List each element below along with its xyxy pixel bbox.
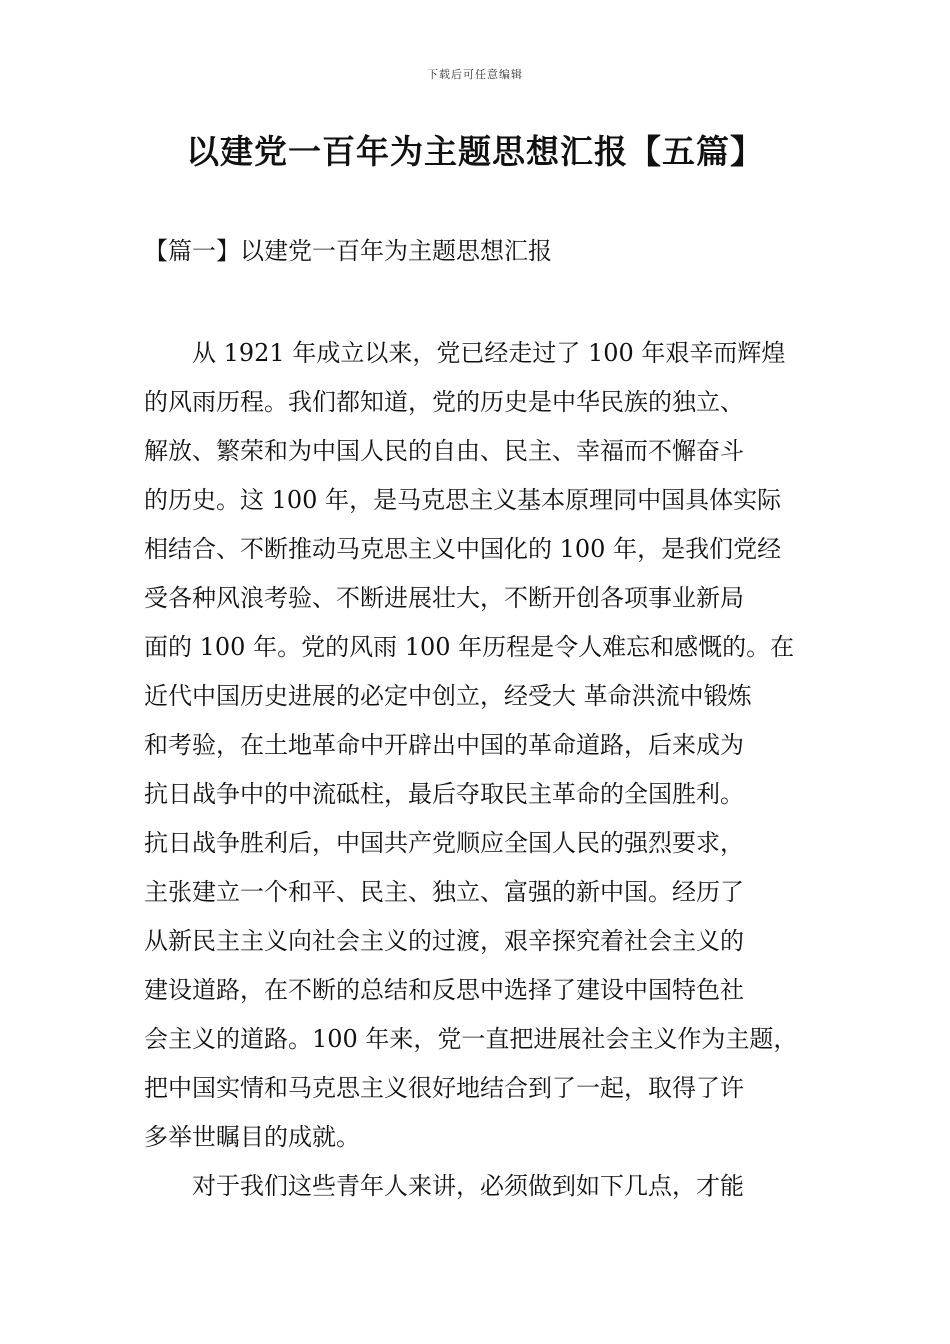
paragraph-line: 的历史。这 100 年，是马克思主义基本原理同中国具体实际	[144, 486, 782, 514]
paragraph-line: 近代中国历史进展的必定中创立，经受大 革命洪流中锻炼	[144, 682, 752, 710]
paragraph-line: 面的 100 年。党的风雨 100 年历程是令人难忘和感慨的。在	[144, 633, 795, 661]
paragraph-line: 对于我们这些青年人来讲，必须做到如下几点，才能	[192, 1172, 744, 1200]
paragraph-line: 会主义的道路。100 年来，党一直把进展社会主义作为主题，	[144, 1025, 798, 1053]
paragraph-line: 主张建立一个和平、民主、独立、富强的新中国。经历了	[144, 878, 744, 906]
paragraph-line: 和考验，在土地革命中开辟出中国的革命道路，后来成为	[144, 731, 744, 759]
paragraph-line: 把中国实情和马克思主义很好地结合到了一起，取得了许	[144, 1074, 744, 1102]
paragraph-line: 解放、繁荣和为中国人民的自由、民主、幸福而不懈奋斗	[144, 437, 744, 465]
paragraph-line: 从新民主主义向社会主义的过渡，艰辛探究着社会主义的	[144, 927, 744, 955]
header-note: 下载后可任意编辑	[427, 68, 523, 81]
section-heading: 【篇一】以建党一百年为主题思想汇报	[144, 237, 552, 265]
paragraph-line: 的风雨历程。我们都知道，党的历史是中华民族的独立、	[144, 388, 744, 416]
document-title: 以建党一百年为主题思想汇报【五篇】	[186, 132, 764, 171]
paragraph-line: 抗日战争胜利后，中国共产党顺应全国人民的强烈要求，	[144, 829, 744, 857]
body-text	[144, 329, 824, 1211]
paragraph-line: 建设道路，在不断的总结和反思中选择了建设中国特色社	[144, 976, 744, 1004]
paragraph-line: 多举世瞩目的成就。	[144, 1123, 360, 1151]
paragraph-line: 相结合、不断推动马克思主义中国化的 100 年，是我们党经	[144, 535, 782, 563]
paragraph-line: 抗日战争中的中流砥柱，最后夺取民主革命的全国胜利。	[144, 780, 744, 808]
paragraph-line: 受各种风浪考验、不断进展壮大，不断开创各项事业新局	[144, 584, 744, 612]
paragraph-line: 从 1921 年成立以来，党已经走过了 100 年艰辛而辉煌	[192, 339, 786, 367]
